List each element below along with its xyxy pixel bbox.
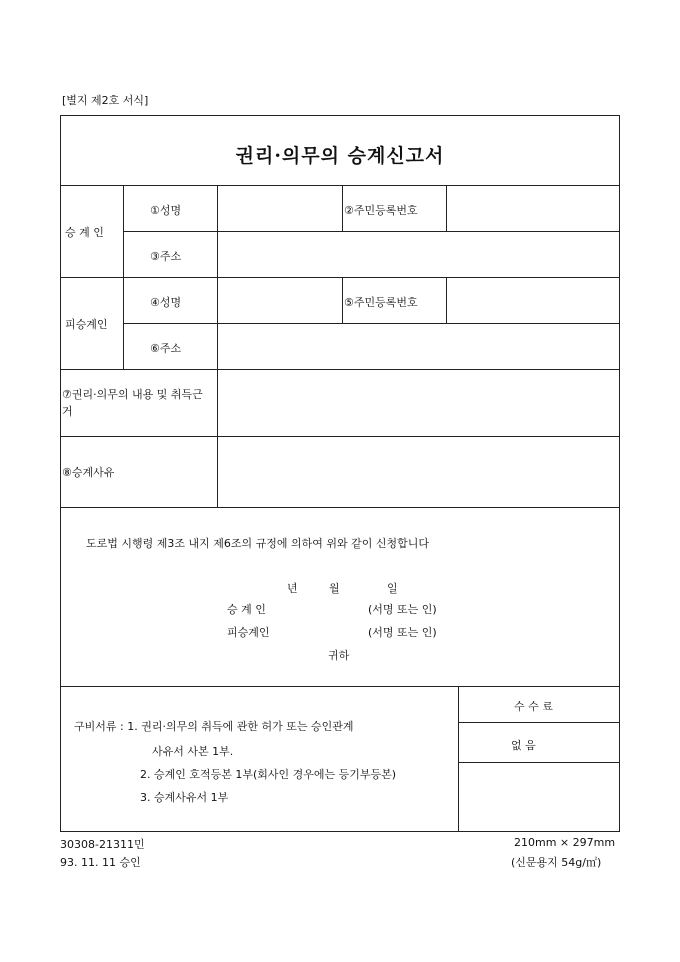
declaration-statement: 도로법 시행령 제3조 내지 제6조의 규정에 의하여 위와 같이 신청합니다 <box>86 537 429 550</box>
divider <box>123 231 619 232</box>
predecessor-address-label: ⑥주소 <box>150 342 182 355</box>
predecessor-reg-no-label: ⑤주민등록번호 <box>344 296 418 309</box>
form-title: 권리·의무의 승계신고서 <box>235 145 445 167</box>
predecessor-signature-field: (서명 또는 인) <box>368 626 437 639</box>
succession-reason-field[interactable] <box>219 438 617 505</box>
attachment-item-1-cont: 사유서 사본 1부. <box>152 745 234 758</box>
rights-content-label: ⑦권리·의무의 내용 및 취득근거 <box>62 388 203 418</box>
divider <box>458 762 619 763</box>
predecessor-name-label: ④성명 <box>150 296 182 309</box>
divider <box>61 369 619 370</box>
divider <box>458 722 619 723</box>
recipient-label: 귀하 <box>328 649 350 662</box>
successor-reg-no-label: ②주민등록번호 <box>344 204 418 217</box>
divider <box>61 277 619 278</box>
divider <box>61 185 619 186</box>
divider <box>446 185 447 231</box>
paper-size: 210mm × 297mm <box>514 836 616 849</box>
form-number-label: [별지 제2호 서식] <box>62 94 149 107</box>
predecessor-section-label: 피승계인 <box>65 318 108 331</box>
successor-address-field[interactable] <box>219 233 617 275</box>
fee-label: 수 수 료 <box>514 700 553 713</box>
form-code: 30308-21311민 <box>60 838 145 851</box>
predecessor-reg-no-field[interactable] <box>448 279 617 321</box>
approval-date: 93. 11. 11 승인 <box>60 856 141 869</box>
divider <box>123 185 124 369</box>
date-month: 월 <box>329 582 340 595</box>
divider <box>123 323 619 324</box>
divider <box>458 686 459 831</box>
attachments-heading: 구비서류 : 1. 권리·의무의 취득에 관한 허가 또는 승인관계 <box>74 720 354 733</box>
successor-address-label: ③주소 <box>150 250 182 263</box>
successor-name-label: ①성명 <box>150 204 182 217</box>
fee-value: 없 음 <box>511 739 536 752</box>
successor-signature-label: 승 계 인 <box>227 603 266 616</box>
date-day: 일 <box>387 582 398 595</box>
rights-content-field[interactable] <box>219 371 617 434</box>
date-year: 년 <box>287 582 298 595</box>
attachment-item-2: 2. 승계인 호적등본 1부(회사인 경우에는 등기부등본) <box>140 768 397 781</box>
divider <box>342 185 343 231</box>
successor-reg-no-field[interactable] <box>448 187 617 229</box>
successor-signature-field: (서명 또는 인) <box>368 603 437 616</box>
predecessor-address-field[interactable] <box>219 325 617 367</box>
divider <box>217 185 218 507</box>
divider <box>61 686 619 687</box>
divider <box>342 277 343 323</box>
attachment-item-3: 3. 승계사유서 1부 <box>140 791 229 804</box>
paper-type: (신문용지 54g/㎡) <box>511 856 602 869</box>
successor-name-field[interactable] <box>219 187 340 229</box>
predecessor-name-field[interactable] <box>219 279 340 321</box>
divider <box>61 436 619 437</box>
divider <box>446 277 447 323</box>
predecessor-signature-label: 피승계인 <box>227 626 270 639</box>
divider <box>61 507 619 508</box>
succession-reason-label: ⑧승계사유 <box>62 466 115 479</box>
successor-section-label: 승 계 인 <box>65 226 104 239</box>
